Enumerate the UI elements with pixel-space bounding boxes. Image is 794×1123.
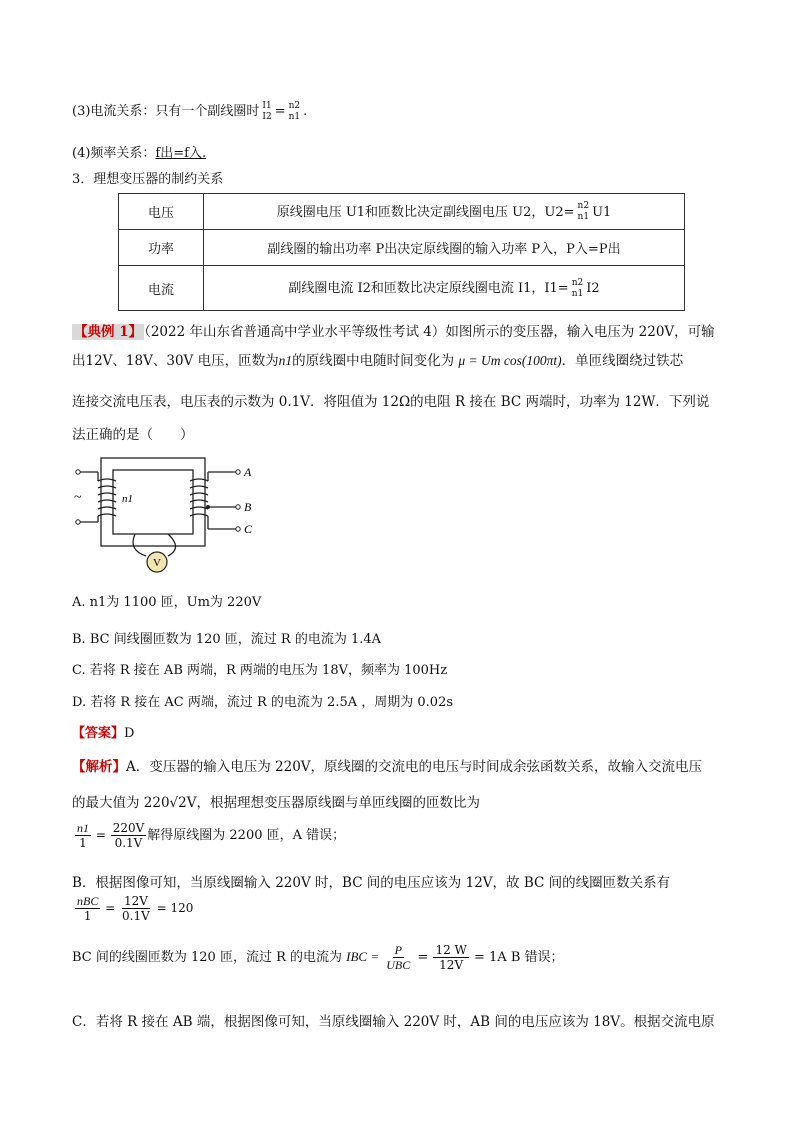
option-a: A. n1为 1100 匝，Um为 220V — [72, 595, 262, 610]
voltmeter-label: V — [153, 557, 161, 569]
analysis-tag: 【解析】 — [72, 759, 126, 775]
equation-1: $\frac{n1}{1}$ = $\frac{220V}{0.1V}$ 解得原线圈为 2200 匝，A 错误； — [77, 821, 346, 850]
table-cell-key: 电流 — [119, 266, 204, 311]
current-relation-line: (3)电流关系：只有一个副线圈时 I1 I2 = n2 n1 . — [72, 100, 308, 122]
table-cell-value: 原线圈电压 U1和匝数比决定副线圈电压 U2，U2= n2 n1 U1 — [204, 194, 685, 230]
example-line-3: 连接交流电压表，电压表的示数为 0.1V．将阻值为 12Ω的电阻 R 接在 BC 两端时，功率为 12W．下列说 — [72, 394, 710, 410]
example-line-2: 出12V、18V、30V 电压，匝数为n1的原线圈中电随时间变化为 μ = Um cos(100πt)．单匝线圈绕过铁芯 — [72, 353, 684, 369]
answer-tag: 【答案】 — [72, 726, 125, 741]
example-line-4: 法正确的是（ ） — [72, 427, 194, 443]
table-cell-key: 功率 — [119, 230, 204, 266]
constraint-table — [118, 193, 685, 311]
coil-label: n1 — [122, 493, 133, 505]
current-ratio-fraction: I1 I2 — [262, 100, 272, 122]
terminal-c-label: C — [244, 522, 253, 536]
frequency-relation-value: f出=f入. — [155, 146, 207, 161]
equation-2: $\frac{\text{nBC}}{1}$ = $\frac{12V}{0.1V}$ = 120 — [77, 894, 194, 923]
terminal-a-label: A — [244, 465, 252, 479]
analysis-line-6: C．若将 R 接在 AB 端，根据图像可知，当原线圈输入 220V 时，AB 间的电压应该为 18V。根据交流电原 — [72, 1014, 715, 1030]
table-row — [119, 194, 685, 230]
option-b: B. BC 间线圈匝数为 120 匝，流过 R 的电流为 1.4A — [72, 632, 382, 647]
section-heading: 3．理想变压器的制约关系 — [72, 172, 224, 187]
analysis-line-2: 的最大值为 220√2V，根据理想变压器原线圈与单匝线圈的匝数比为 — [72, 795, 480, 811]
table-row — [119, 266, 685, 311]
transformer-diagram — [68, 450, 268, 580]
option-d: D. 若将 R 接在 AC 两端，流过 R 的电流为 2.5A ，周期为 0.02s — [72, 695, 454, 710]
analysis-line-1: 【解析】A．变压器的输入电压为 220V，原线圈的交流电的电压与时间成余弦函数关系，故输入交流电压 — [72, 759, 703, 775]
turns-ratio-fraction: n2 n1 — [288, 100, 301, 122]
table-row — [119, 230, 685, 266]
terminal-b-label: B — [244, 500, 252, 514]
table-cell-value: 副线圈电流 I2和匝数比决定原线圈电流 I1，I1= n2 n1 I2 — [204, 266, 685, 311]
analysis-line-4: B．根据图像可知，当原线圈输入 220V 时，BC 间的电压应该为 12V，故 BC 间的线圈匝数关系有 — [72, 875, 671, 891]
ac-source-symbol: ~ — [74, 490, 82, 505]
table-cell-key: 电压 — [119, 194, 204, 230]
option-c: C. 若将 R 接在 AB 两端，R 两端的电压为 18V，频率为 100Hz — [72, 663, 448, 678]
example-line-1: 【典例 1】 （2022 年山东省普通高中学业水平等级性考试 4）如图所示的变压器，输入电压为 220V，可输 — [74, 324, 715, 340]
analysis-line-5: BC 间的线圈匝数为 120 匝，流过 R 的电流为 IBC = $\frac{P}{\text{UBC}}$ = $\frac{12 W}{12V}$ = 1A B 错误； — [72, 943, 564, 972]
frequency-relation-line: (4)频率关系：f出=f入. — [72, 146, 207, 161]
example-tag: 【典例 1】 — [74, 324, 143, 340]
answer-value: D — [124, 726, 135, 741]
table-cell-value: 副线圈的输出功率 P出决定原线圈的输入功率 P入，P入=P出 — [204, 230, 685, 266]
core-outer — [101, 458, 205, 546]
answer-line — [72, 722, 134, 741]
